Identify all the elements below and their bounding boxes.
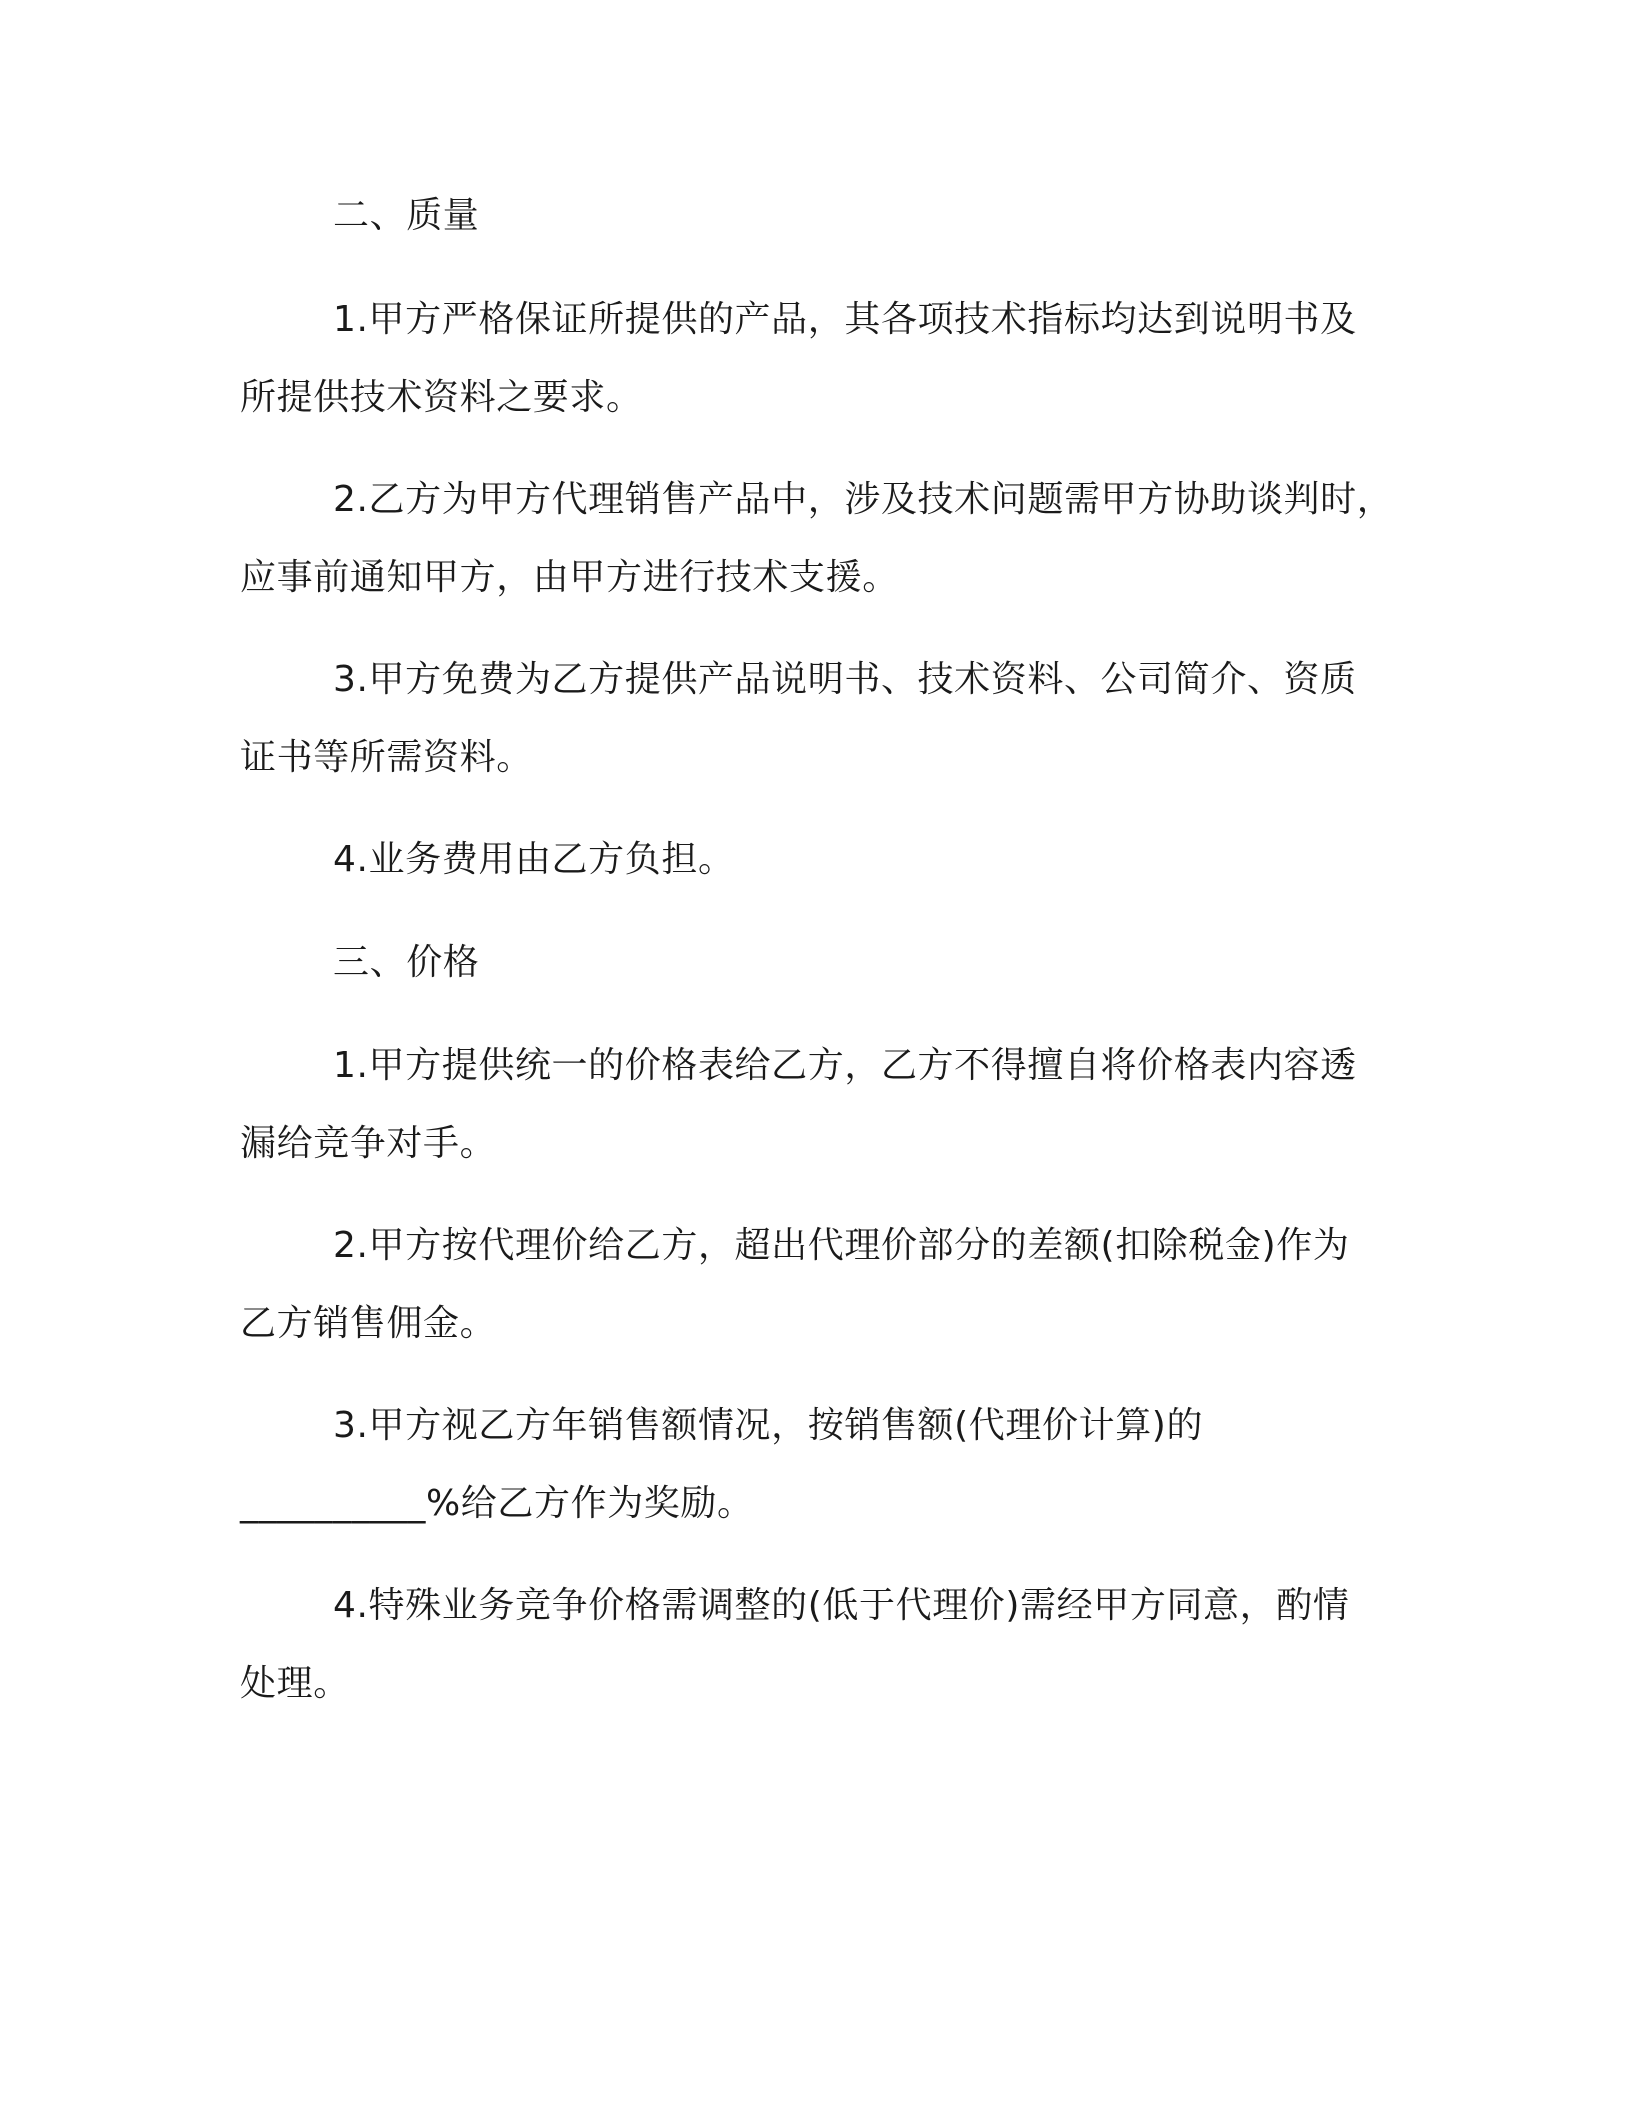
price-item-1-line-2: 漏给竞争对手。	[240, 1123, 497, 1164]
section-heading-price: 三、价格	[333, 942, 480, 983]
quality-item-2-line-1: 2.乙方为甲方代理销售产品中，涉及技术问题需甲方协助谈判时，	[333, 479, 1394, 520]
price-item-4-line-1: 4.特殊业务竞争价格需调整的(低于代理价)需经甲方同意，酌情	[333, 1585, 1350, 1626]
quality-item-2-line-2: 应事前通知甲方，由甲方进行技术支援。	[240, 557, 899, 598]
section-heading-quality: 二、质量	[333, 195, 480, 236]
quality-item-1-line-1: 1.甲方严格保证所提供的产品，其各项技术指标均达到说明书及	[333, 299, 1357, 340]
price-item-1-line-1: 1.甲方提供统一的价格表给乙方，乙方不得擅自将价格表内容透	[333, 1045, 1357, 1086]
price-item-2-line-2: 乙方销售佣金。	[240, 1303, 497, 1344]
price-item-4-line-2: 处理。	[240, 1663, 350, 1704]
price-item-3-line-1: 3.甲方视乙方年销售额情况，按销售额(代理价计算)的	[333, 1405, 1204, 1446]
quality-item-3-line-1: 3.甲方免费为乙方提供产品说明书、技术资料、公司简介、资质	[333, 659, 1357, 700]
quality-item-3-line-2: 证书等所需资料。	[240, 737, 533, 778]
quality-item-4-line-1: 4.业务费用由乙方负担。	[333, 839, 735, 880]
price-item-2-line-1: 2.甲方按代理价给乙方，超出代理价部分的差额(扣除税金)作为	[333, 1225, 1350, 1266]
quality-item-1-line-2: 所提供技术资料之要求。	[240, 377, 643, 418]
price-item-3-line-2: __________%给乙方作为奖励。	[240, 1483, 754, 1524]
